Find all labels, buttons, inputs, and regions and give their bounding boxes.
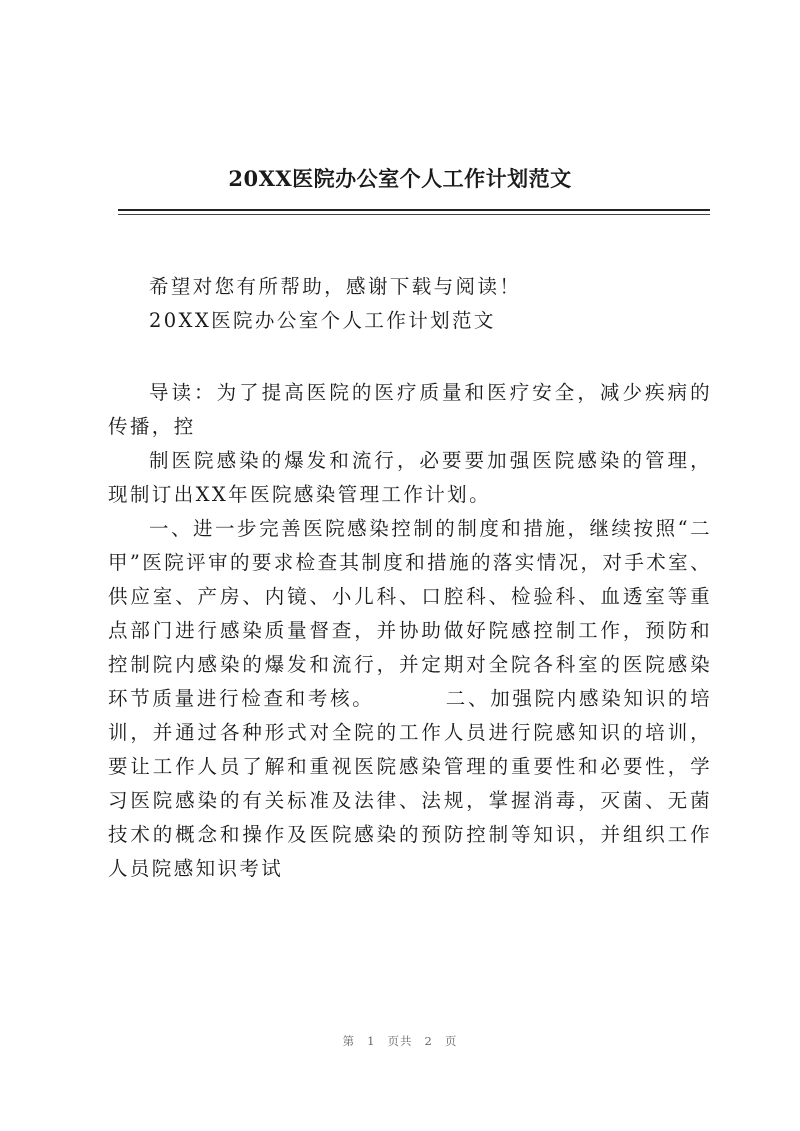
footer-mid: 页共 xyxy=(387,1034,413,1048)
footer-prefix: 第 xyxy=(342,1034,356,1048)
intro-thanks: 希望对您有所帮助，感谢下载与阅读！ xyxy=(148,275,522,298)
footer-suffix: 页 xyxy=(444,1034,458,1048)
body-paragraph-sections: 一、进一步完善医院感染控制的制度和措施，继续按照“二甲”医院评审的要求检查其制度和措施的落实情况，对手术室、供应室、产房、内镜、小儿科、口腔科、检验科、血透室等重点部门进行感染质量督查，并协助做好院感控制工作，预防和控制院内感染的爆发和流行，并定期对全院各科室的医院感染环节质量进行检查和考核。 二、加强院内感染知识的培训，并通过各种形式对全院的工作人员进行院感知识的培训，要让工作人员了解和重视医院感染管理的重要性和必要性，学习医院感染的有关标准及法律、法规，掌握消毒，灭菌、无菌技术的概念和操作及医院感染的预防控制等知识，并组织工作人员院感知识考试 xyxy=(108,517,712,880)
body-paragraph: 制医院感染的爆发和流行，必要要加强医院感染的管理，现制订出XX年医院感染管理工作计划。 xyxy=(108,449,712,506)
subtitle-line: 20XX医院办公室个人工作计划范文 xyxy=(148,309,496,332)
header-divider-thick xyxy=(118,209,710,211)
footer-page-total: 2 xyxy=(424,1034,433,1048)
spacer xyxy=(108,338,712,376)
lead-paragraph: 导读：为了提高医院的医疗质量和医疗安全，减少疾病的传播，控 xyxy=(108,381,712,438)
header-divider-thin xyxy=(118,214,710,215)
page-footer xyxy=(0,1033,800,1049)
document-header-title: 20XX医院办公室个人工作计划范文 xyxy=(228,166,572,191)
document-body xyxy=(108,270,712,886)
footer-page-current: 1 xyxy=(367,1034,376,1048)
